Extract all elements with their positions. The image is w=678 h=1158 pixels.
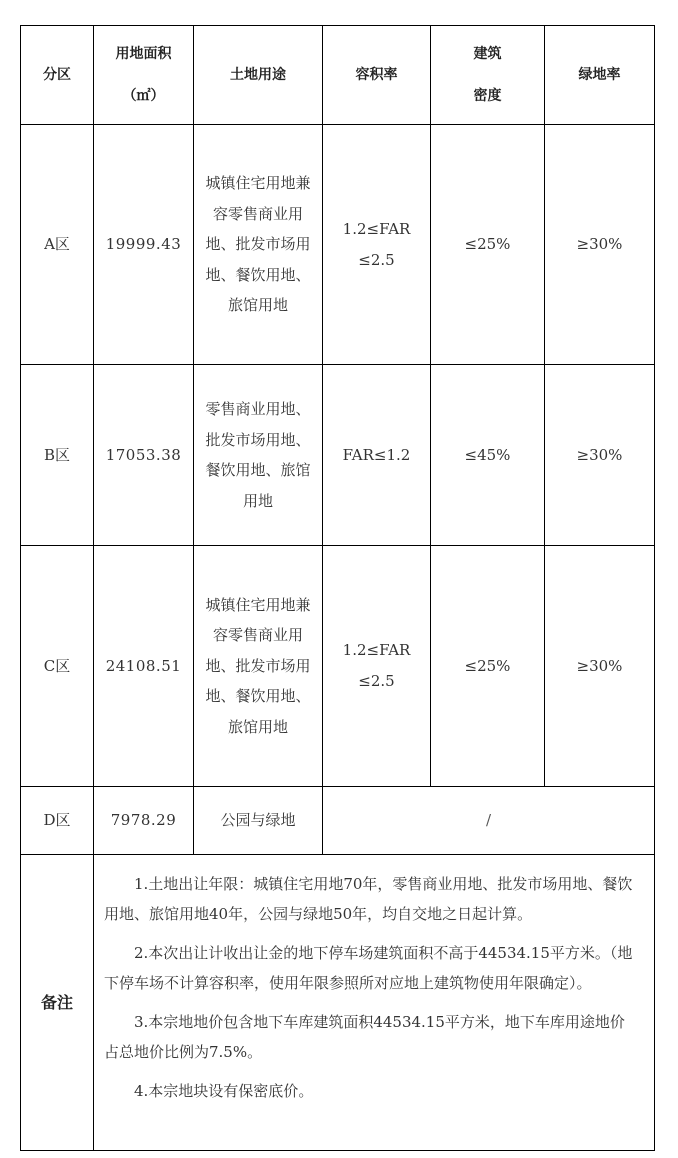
table-row	[21, 546, 655, 787]
table-row	[21, 365, 655, 546]
far-cell	[323, 125, 431, 365]
table-row	[21, 125, 655, 365]
notes-content	[94, 855, 655, 1151]
header-area-line1: 用地面积	[115, 46, 172, 62]
header-density-line2: 密度	[473, 88, 502, 104]
notes-row	[21, 855, 655, 1151]
header-area-line2: （㎡）	[122, 88, 165, 104]
header-far: 容积率	[323, 26, 431, 125]
header-area	[94, 26, 194, 125]
merged-na-cell: /	[323, 787, 655, 855]
far-cell	[323, 546, 431, 787]
header-use: 土地用途	[194, 26, 323, 125]
far-line1: 1.2≤FAR	[342, 641, 411, 659]
far-line2: ≤2.5	[358, 672, 395, 690]
use-cell: 零售商业用地、批发市场用地、餐饮用地、旅馆用地	[194, 365, 323, 546]
zone-cell: A区	[21, 125, 94, 365]
header-density	[431, 26, 545, 125]
density-cell: ≤25%	[431, 125, 545, 365]
area-cell: 7978.29	[94, 787, 194, 855]
note-item: 3.本宗地地价包含地下车库建筑面积44534.15平方米，地下车库用途地价占总地价比例为7.5%。	[104, 1013, 625, 1061]
header-row	[21, 26, 655, 125]
far-line1: 1.2≤FAR	[342, 219, 411, 238]
zone-cell: C区	[21, 546, 94, 787]
area-cell: 24108.51	[94, 546, 194, 787]
header-density-line1: 建筑	[473, 46, 502, 62]
use-cell: 城镇住宅用地兼容零售商业用地、批发市场用地、餐饮用地、旅馆用地	[194, 546, 323, 787]
density-cell: ≤45%	[431, 365, 545, 546]
green-cell: ≥30%	[545, 125, 655, 365]
note-item: 4.本宗地块设有保密底价。	[134, 1082, 314, 1100]
zone-cell: D区	[21, 787, 94, 855]
notes-label: 备注	[21, 855, 94, 1151]
note-item: 1.土地出让年限：城镇住宅用地70年，零售商业用地、批发市场用地、餐饮用地、旅馆用地40年，公园与绿地50年，均自交地之日起计算。	[104, 875, 633, 923]
far-line1: FAR≤1.2	[342, 445, 411, 464]
zone-cell: B区	[21, 365, 94, 546]
header-zone: 分区	[21, 26, 94, 125]
far-line2: ≤2.5	[358, 250, 395, 269]
far-cell	[323, 365, 431, 546]
green-cell: ≥30%	[545, 365, 655, 546]
note-item: 2.本次出让计收出让金的地下停车场建筑面积不高于44534.15平方米。（地下停车场不计算容积率，使用年限参照所对应地上建筑物使用年限确定）。	[104, 944, 633, 992]
density-cell: ≤25%	[431, 546, 545, 787]
area-cell: 19999.43	[94, 125, 194, 365]
table-row	[21, 787, 655, 855]
area-cell: 17053.38	[94, 365, 194, 546]
header-green: 绿地率	[545, 26, 655, 125]
green-cell: ≥30%	[545, 546, 655, 787]
use-cell: 城镇住宅用地兼容零售商业用地、批发市场用地、餐饮用地、旅馆用地	[194, 125, 323, 365]
land-parcel-table	[20, 25, 655, 1151]
use-cell: 公园与绿地	[194, 787, 323, 855]
